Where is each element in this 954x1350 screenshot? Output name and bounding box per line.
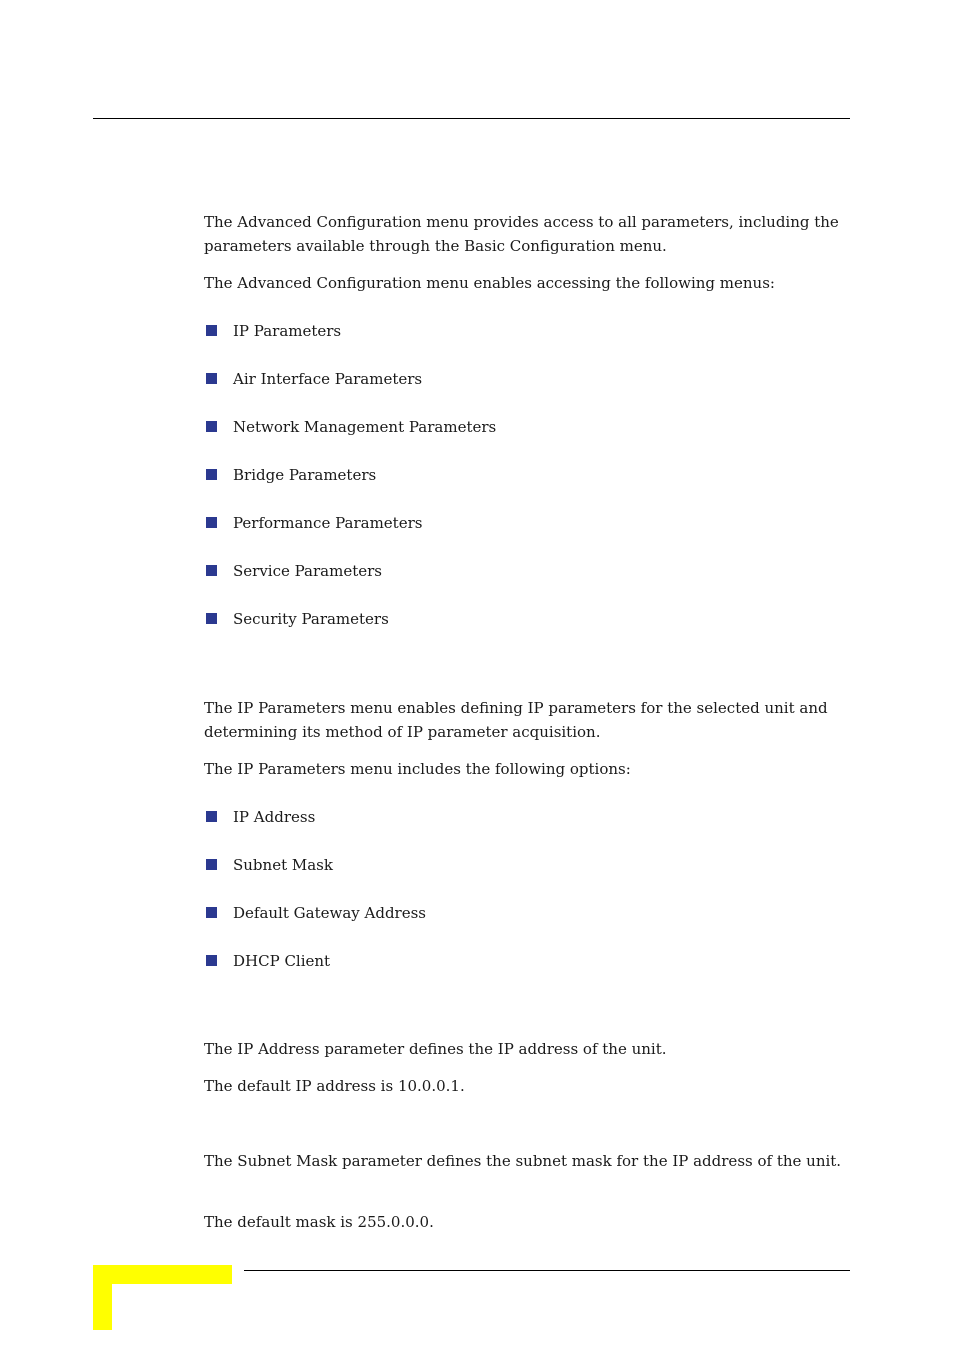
ip-address-description: The IP Address parameter defines the IP address of the unit. xyxy=(204,1040,667,1058)
advanced-config-intro: The Advanced Configuration menu provides access to all parameters, including the parameters available through the Basic Configuration menu. xyxy=(204,213,839,255)
list-item-label: Default Gateway Address xyxy=(233,904,426,922)
list-item-label: IP Parameters xyxy=(233,322,342,340)
square-bullet-icon xyxy=(206,955,217,966)
list-item-label: Performance Parameters xyxy=(233,514,423,532)
footer-accent-bar xyxy=(93,1265,232,1284)
list-item-label: Security Parameters xyxy=(233,610,389,628)
square-bullet-icon xyxy=(206,859,217,870)
subnet-mask-description: The Subnet Mask parameter defines the subnet mask for the IP address of the unit. xyxy=(204,1152,842,1170)
ip-parameters-lead: The IP Parameters menu includes the following options: xyxy=(204,760,631,778)
square-bullet-icon xyxy=(206,613,217,624)
list-item-label: DHCP Client xyxy=(233,952,331,970)
square-bullet-icon xyxy=(206,469,217,480)
list-item-label: IP Address xyxy=(233,808,316,826)
subnet-mask-default: The default mask is 255.0.0.0. xyxy=(204,1213,434,1231)
square-bullet-icon xyxy=(206,907,217,918)
footer-rule xyxy=(244,1270,850,1271)
footer-accent-tab xyxy=(93,1265,112,1330)
list-item-label: Network Management Parameters xyxy=(233,418,497,436)
square-bullet-icon xyxy=(206,325,217,336)
square-bullet-icon xyxy=(206,811,217,822)
square-bullet-icon xyxy=(206,517,217,528)
list-item-label: Bridge Parameters xyxy=(233,466,377,484)
square-bullet-icon xyxy=(206,373,217,384)
square-bullet-icon xyxy=(206,421,217,432)
header-rule xyxy=(93,118,850,119)
ip-parameters-intro: The IP Parameters menu enables defining IP parameters for the selected unit and determining its method of IP parameter acquisition. xyxy=(204,699,828,741)
list-item-label: Service Parameters xyxy=(233,562,382,580)
advanced-config-lead: The Advanced Configuration menu enables accessing the following menus: xyxy=(204,274,775,292)
square-bullet-icon xyxy=(206,565,217,576)
list-item-label: Air Interface Parameters xyxy=(233,370,423,388)
ip-address-default: The default IP address is 10.0.0.1. xyxy=(204,1077,465,1095)
list-item-label: Subnet Mask xyxy=(233,856,333,874)
